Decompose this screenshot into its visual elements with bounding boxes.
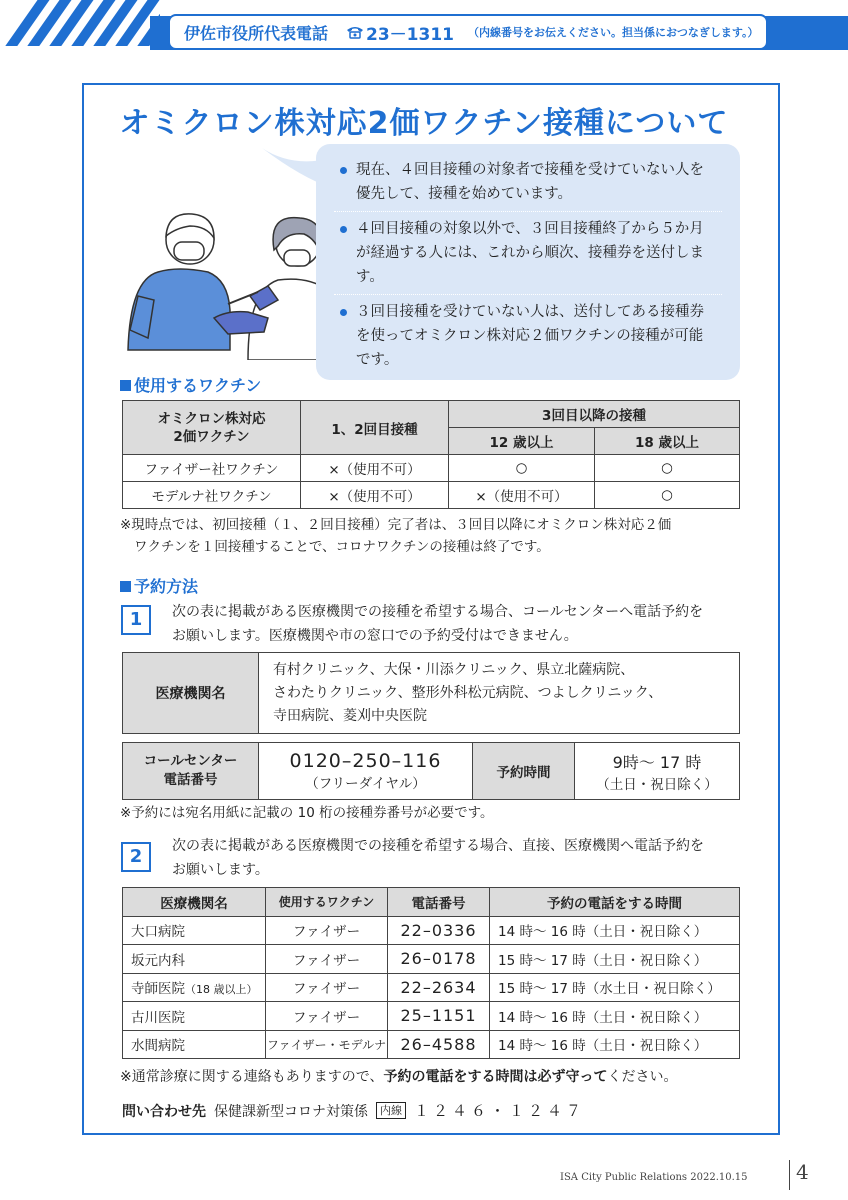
table-header: 1、2回目接種 bbox=[301, 401, 449, 455]
reservation-time: 9時～ 17 時 （土日・祝日除く） bbox=[596, 752, 718, 793]
contact-dept: 保健課新型コロナ対策係 bbox=[214, 1103, 368, 1120]
divider bbox=[789, 1160, 790, 1190]
contact-label: 問い合わせ先 bbox=[122, 1103, 206, 1120]
step-number: 2 bbox=[121, 842, 151, 872]
table-header: オミクロン株対応 2価ワクチン bbox=[123, 401, 301, 455]
call-center-label: コールセンター 電話番号 bbox=[123, 743, 259, 799]
header-note: （内線番号をお伝えください。担当係におつなぎします。） bbox=[468, 26, 759, 39]
table-header: 12 歳以上 bbox=[449, 428, 595, 455]
bubble-item: 現在、４回目接種の対象者で接種を受けていない人を優先して、接種を始めています。 bbox=[354, 158, 716, 206]
page-number: 4 bbox=[796, 1160, 809, 1184]
call-center-number[interactable]: 0120–250–116 （フリーダイヤル） bbox=[259, 743, 473, 799]
square-icon bbox=[120, 380, 131, 391]
clinic-list-box bbox=[122, 652, 740, 734]
divider bbox=[334, 294, 722, 295]
table-row: 寺師医院（18 歳以上） ファイザー 22–2634 15 時～ 17 時（水土日・祝日除く） bbox=[123, 973, 740, 1002]
bullet-icon bbox=[340, 309, 347, 316]
call-center-box bbox=[122, 742, 740, 800]
contact-info bbox=[122, 1100, 585, 1121]
info-bubble bbox=[316, 144, 740, 380]
table-row: ファイザー社ワクチン ×（使用不可） ○ ○ bbox=[123, 455, 740, 482]
table-header: 医療機関名 bbox=[123, 888, 266, 917]
step1-text: 次の表に掲載がある医療機関での接種を希望する場合、コールセンターへ電話予約を お願いします。医療機関や市の窓口での予約受付はできません。 bbox=[172, 604, 704, 644]
clinic-table bbox=[122, 887, 740, 1059]
table-row: 古川医院 ファイザー 25–1151 14 時～ 16 時（土日・祝日除く） bbox=[123, 1002, 740, 1031]
bullet-icon bbox=[340, 226, 347, 233]
bubble-item: ３回目接種を受けていない人は、送付してある接種券を使ってオミクロン株対応２価ワクチンの接種が可能です。 bbox=[354, 300, 716, 372]
header-title: 伊佐市役所代表電話 bbox=[184, 23, 329, 43]
extension-number: １２４６・１２４７ bbox=[414, 1102, 586, 1120]
reservation-time-label: 予約時間 bbox=[473, 743, 575, 799]
table-header: 電話番号 bbox=[388, 888, 490, 917]
table-row: 大口病院 ファイザー 22–0336 14 時～ 16 時（土日・祝日除く） bbox=[123, 916, 740, 945]
table-row: モデルナ社ワクチン ×（使用不可） ×（使用不可） ○ bbox=[123, 482, 740, 509]
table-header: 18 歳以上 bbox=[595, 428, 740, 455]
table-header: 使用するワクチン bbox=[266, 888, 388, 917]
vaccine-table bbox=[122, 400, 740, 509]
phone-icon bbox=[346, 25, 364, 39]
table-header: 3回目以降の接種 bbox=[449, 401, 740, 428]
step2-note: ※通常診療に関する連絡もありますので、予約の電話をする時間は必ず守ってください。 bbox=[120, 1069, 678, 1085]
page-title: オミクロン株対応2価ワクチン接種について bbox=[119, 106, 729, 141]
reservation-heading: 予約方法 bbox=[120, 574, 198, 597]
header-tel-number: 23－1311 bbox=[366, 24, 454, 45]
header-stripes bbox=[0, 0, 160, 46]
extension-tag: 内線 bbox=[376, 1102, 406, 1119]
table-row: 水間病院 ファイザー・モデルナ 26–4588 14 時～ 16 時（土日・祝日除く） bbox=[123, 1030, 740, 1059]
bubble-item: ４回目接種の対象以外で、３回目接種終了から５か月が経過する人には、これから順次、接種券を送付します。 bbox=[354, 217, 716, 289]
square-icon bbox=[120, 581, 131, 592]
step2-text: 次の表に掲載がある医療機関での接種を希望する場合、直接、医療機関へ電話予約を お願いします。 bbox=[172, 838, 704, 878]
divider bbox=[334, 211, 722, 212]
clinic-label: 医療機関名 bbox=[123, 653, 259, 733]
header-tel bbox=[346, 20, 454, 45]
footer-text: ISA City Public Relations 2022.10.15 bbox=[560, 1172, 748, 1183]
table-row: 坂元内科 ファイザー 26–0178 15 時～ 17 時（土日・祝日除く） bbox=[123, 945, 740, 974]
header-phone-box bbox=[168, 14, 768, 50]
table-header: 予約の電話をする時間 bbox=[490, 888, 740, 917]
step-number: 1 bbox=[121, 605, 151, 635]
vaccine-note: ※現時点では、初回接種（１、２回目接種）完了者は、３回目以降にオミクロン株対応２価 ワクチンを１回接種することで、コロナワクチンの接種は終了です。 bbox=[120, 517, 672, 555]
clinic-list: 有村クリニック、大保・川添クリニック、県立北薩病院、 さわたりクリニック、整形外科松元病院、つよしクリニック、 寺田病院、菱刈中央医院 bbox=[273, 662, 663, 724]
bullet-icon bbox=[340, 167, 347, 174]
step1-note: ※予約には宛名用紙に記載の 10 桁の接種券番号が必要です。 bbox=[120, 805, 494, 821]
vaccine-section-heading: 使用するワクチン bbox=[120, 373, 261, 396]
